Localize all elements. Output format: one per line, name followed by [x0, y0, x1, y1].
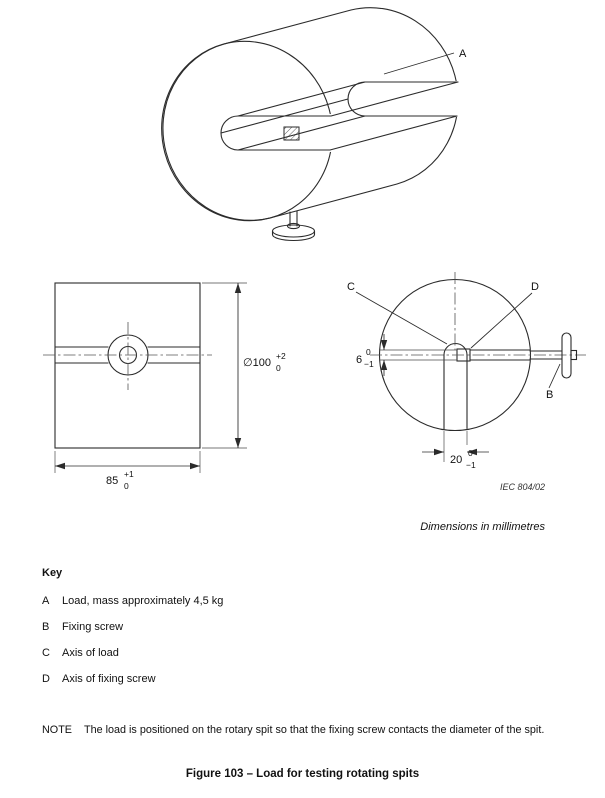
dim-diameter-tol-dn: 0	[276, 363, 281, 373]
leader-b	[549, 364, 560, 388]
part-label-c: C	[347, 281, 355, 293]
dim-diameter-tol-up: +2	[276, 351, 286, 361]
iec-reference: IEC 804/02	[499, 482, 545, 492]
part-label-d: D	[531, 281, 539, 293]
key-item-a	[42, 595, 223, 607]
dim-diameter-value: ∅100	[243, 357, 271, 369]
dim-slot-width	[422, 431, 489, 470]
dim-length-tol-dn: 0	[124, 481, 129, 491]
part-label-b: B	[546, 389, 554, 401]
leader-a	[384, 53, 454, 74]
key-item-b-id: B	[42, 621, 50, 633]
figure-note	[42, 724, 572, 736]
load-outline	[55, 283, 200, 448]
key-item-a-text: Load, mass approximately 4,5 kg	[62, 595, 224, 607]
key-item-a-id: A	[42, 595, 50, 607]
leader-c	[356, 292, 447, 344]
key-item-d-text: Axis of fixing screw	[62, 673, 156, 685]
dim-slot-tol-dn: −1	[466, 460, 476, 470]
key-item-d-id: D	[42, 673, 50, 685]
key-item-b-text: Fixing screw	[62, 621, 124, 633]
key-item-d	[42, 673, 156, 685]
screw-tip-section	[284, 127, 299, 140]
part-label-a: A	[459, 48, 467, 60]
dim-length-tol-up: +1	[124, 469, 134, 479]
units-note: Dimensions in millimetres	[420, 521, 545, 533]
end-view	[347, 272, 586, 492]
note-label: NOTE	[42, 724, 72, 736]
isometric-view	[142, 8, 467, 241]
key-item-b	[42, 621, 123, 633]
figure-caption: Figure 103 – Load for testing rotating spits	[185, 768, 420, 780]
dim-slot-tol-up: 0	[468, 448, 473, 458]
dim-screw-slot-tol-up: 0	[366, 347, 371, 357]
dim-screw-slot-value: 6	[356, 354, 363, 366]
fixing-screw	[530, 333, 577, 378]
key-item-c	[42, 647, 119, 659]
key-title: Key	[42, 567, 63, 579]
dim-slot-value: 20	[450, 454, 463, 466]
note-text: The load is positioned on the rotary spit so that the fixing screw contacts the diameter of the spit.	[84, 724, 545, 736]
spit-slot	[444, 344, 467, 430]
front-view	[43, 283, 286, 491]
key-item-c-id: C	[42, 647, 50, 659]
dim-length-value: 85	[106, 475, 119, 487]
leader-d	[471, 293, 532, 348]
dim-screw-slot-tol-dn: −1	[364, 359, 374, 369]
dim-length	[55, 451, 200, 491]
dim-diameter	[202, 283, 286, 448]
key-item-c-text: Axis of load	[62, 647, 119, 659]
